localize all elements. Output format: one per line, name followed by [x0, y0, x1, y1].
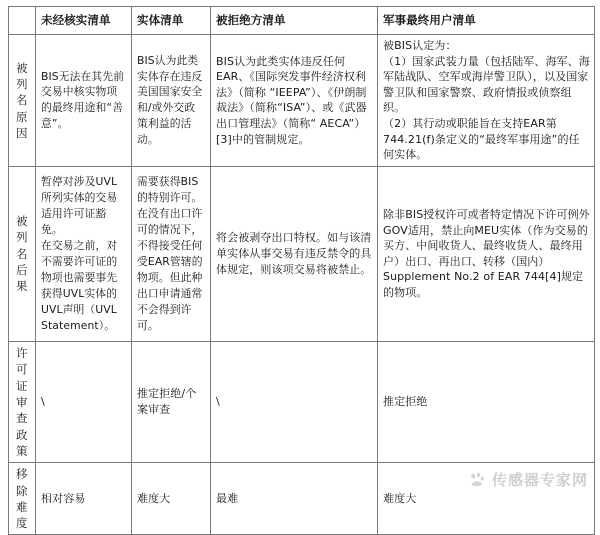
- cell-removal-dpl: 最难: [211, 463, 378, 535]
- table-row: [9, 341, 595, 462]
- table-row: [9, 35, 595, 167]
- table-header-el: 实体清单: [132, 7, 211, 35]
- table-header-row: [9, 7, 595, 35]
- row-label-consequence: [9, 166, 36, 341]
- watermark-text: 传感器专家网: [491, 471, 588, 489]
- table-header-uvl: 未经核实清单: [36, 7, 132, 35]
- row-label-consequence-text: 被列名后果: [16, 214, 28, 294]
- table-header-corner: [9, 7, 36, 35]
- cell-reason-el: BIS认为此类实体存在违反美国国家安全和/或外交政策利益的活动。: [132, 35, 211, 167]
- cell-consequence-uvl: 暂停对涉及UVL所列实体的交易适用许可证豁免。 在交易之前，对不需要许可证的物项也需要事先获得UVL实体的UVL声明（UVL Statement）。: [36, 166, 132, 341]
- cell-removal-uvl: 相对容易: [36, 463, 132, 535]
- row-label-reason: [9, 35, 36, 167]
- table-row: [9, 463, 595, 535]
- table-header-meu: 军事最终用户清单: [378, 7, 595, 35]
- cell-policy-dpl: \: [211, 341, 378, 462]
- row-label-license-policy: [9, 341, 36, 462]
- cell-reason-dpl: BIS认为此类实体违反任何EAR、《国际突发事件经济权利法》（简称 “IEEPA”）、《伊朗制裁法》（简称“ISA”）、或《武器出口管理法》（简称“ AECA”）[3]中的管制规定。: [211, 35, 378, 167]
- table-header-dpl: 被拒绝方清单: [211, 7, 378, 35]
- cell-reason-uvl: BIS无法在其先前交易中核实物项的最终用途和“善意”。: [36, 35, 132, 167]
- row-label-removal-difficulty: [9, 463, 36, 535]
- row-label-license-policy-text: 许可证审查政策: [16, 345, 28, 458]
- cell-consequence-el: 需要获得BIS的特别许可。在没有出口许可的情况下，不得接受任何受EAR管辖的物项。但此种出口申请通常不会得到许可。: [132, 166, 211, 341]
- row-label-reason-text: 被列名原因: [16, 60, 28, 140]
- cell-policy-el: 推定拒绝/个案审查: [132, 341, 211, 462]
- cell-consequence-dpl: 将会被剥夺出口特权。如与该清单实体从事交易有违反禁令的具体规定，则该项交易将被禁止。: [211, 166, 378, 341]
- comparison-table: [8, 6, 595, 535]
- cell-consequence-meu: 除非BIS授权许可或者特定情况下许可例外GOV适用，禁止向MEU实体（作为交易的买方、中间收货人、最终收货人、最终用户）出口、再出口、转移（国内）Supplement No.2 of EAR 744[4]规定的物项。: [378, 166, 595, 341]
- cell-removal-el: 难度大: [132, 463, 211, 535]
- cell-policy-meu: 推定拒绝: [378, 341, 595, 462]
- cell-removal-meu: 难度大: [378, 463, 595, 535]
- cell-policy-uvl: \: [36, 341, 132, 462]
- cell-reason-meu: 被BIS认定为： （1）国家武装力量（包括陆军、海军、海军陆战队、空军或海岸警卫队），以及国家警卫队和国家警察、政府情报或侦察组织。 （2）其行动或职能旨在支持EAR第744.21(f)条定义的“最终军事用途”的任何实体。: [378, 35, 595, 167]
- row-label-removal-difficulty-text: 移除难度: [16, 467, 28, 531]
- table-row: [9, 166, 595, 341]
